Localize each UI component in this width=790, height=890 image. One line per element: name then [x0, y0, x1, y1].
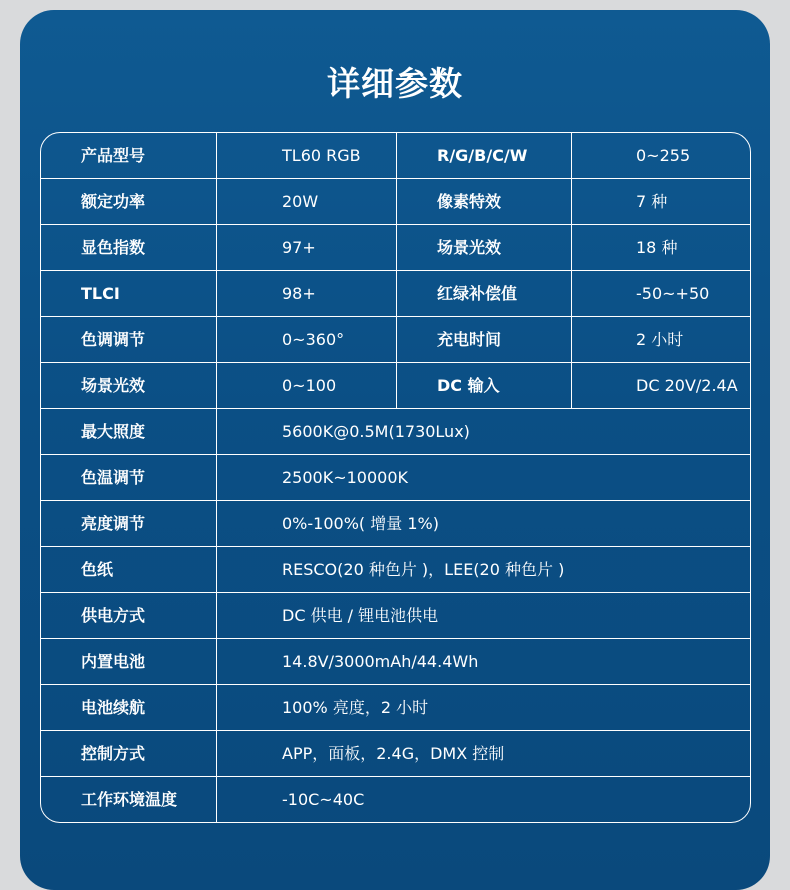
spec-label: 控制方式 — [81, 744, 146, 763]
spec-label: 色调调节 — [81, 330, 146, 349]
table-row — [41, 316, 750, 362]
spec-value: 20W — [216, 179, 396, 224]
table-row — [41, 454, 750, 500]
spec-label: 色温调节 — [81, 468, 146, 487]
spec-value: -10C~40C — [216, 777, 750, 822]
spec-value: 0~255 — [571, 133, 750, 178]
spec-value: 2 小时 — [571, 317, 750, 362]
table-row — [41, 546, 750, 592]
spec-label: 内置电池 — [81, 652, 146, 671]
table-row — [41, 178, 750, 224]
spec-label: DC 输入 — [396, 363, 571, 408]
spec-value: TL60 RGB — [216, 133, 396, 178]
table-row — [41, 592, 750, 638]
spec-value: 0~360° — [216, 317, 396, 362]
spec-label: 额定功率 — [81, 192, 146, 211]
spec-table — [40, 132, 751, 823]
table-row — [41, 730, 750, 776]
spec-label: 充电时间 — [396, 317, 571, 362]
spec-label: 工作环境温度 — [81, 790, 178, 809]
spec-value: 2500K~10000K — [216, 455, 750, 500]
spec-value: DC 20V/2.4A — [571, 363, 750, 408]
spec-label: 亮度调节 — [81, 514, 146, 533]
spec-value: 97+ — [216, 225, 396, 270]
table-row — [41, 776, 750, 822]
spec-value: 0%-100%( 增量 1%) — [216, 501, 750, 546]
spec-label: 场景光效 — [81, 376, 146, 395]
spec-value: 5600K@0.5M(1730Lux) — [216, 409, 750, 454]
spec-label: 电池续航 — [81, 698, 146, 717]
spec-label: TLCI — [81, 284, 120, 303]
table-row — [41, 133, 750, 179]
table-row — [41, 638, 750, 684]
spec-label: R/G/B/C/W — [396, 133, 571, 178]
spec-label: 色纸 — [81, 560, 114, 579]
spec-label: 显色指数 — [81, 238, 146, 257]
spec-value: 100% 亮度，2 小时 — [216, 685, 750, 730]
spec-value: 18 种 — [571, 225, 750, 270]
table-row — [41, 500, 750, 546]
table-row — [41, 362, 750, 408]
spec-value: 98+ — [216, 271, 396, 316]
spec-label: 供电方式 — [81, 606, 146, 625]
table-row — [41, 224, 750, 270]
spec-label: 像素特效 — [396, 179, 571, 224]
page-title: 详细参数 — [327, 64, 463, 103]
spec-value: APP，面板，2.4G，DMX 控制 — [216, 731, 750, 776]
spec-value: 7 种 — [571, 179, 750, 224]
spec-value: -50~+50 — [571, 271, 750, 316]
spec-label: 场景光效 — [396, 225, 571, 270]
spec-value: DC 供电 / 锂电池供电 — [216, 593, 750, 638]
spec-label: 红绿补偿值 — [396, 271, 571, 316]
table-row — [41, 684, 750, 730]
spec-label: 产品型号 — [81, 146, 146, 165]
table-row — [41, 270, 750, 316]
spec-value: RESCO(20 种色片 )，LEE(20 种色片 ) — [216, 547, 750, 592]
spec-label: 最大照度 — [81, 422, 146, 441]
spec-value: 14.8V/3000mAh/44.4Wh — [216, 639, 750, 684]
table-row — [41, 408, 750, 454]
spec-value: 0~100 — [216, 363, 396, 408]
